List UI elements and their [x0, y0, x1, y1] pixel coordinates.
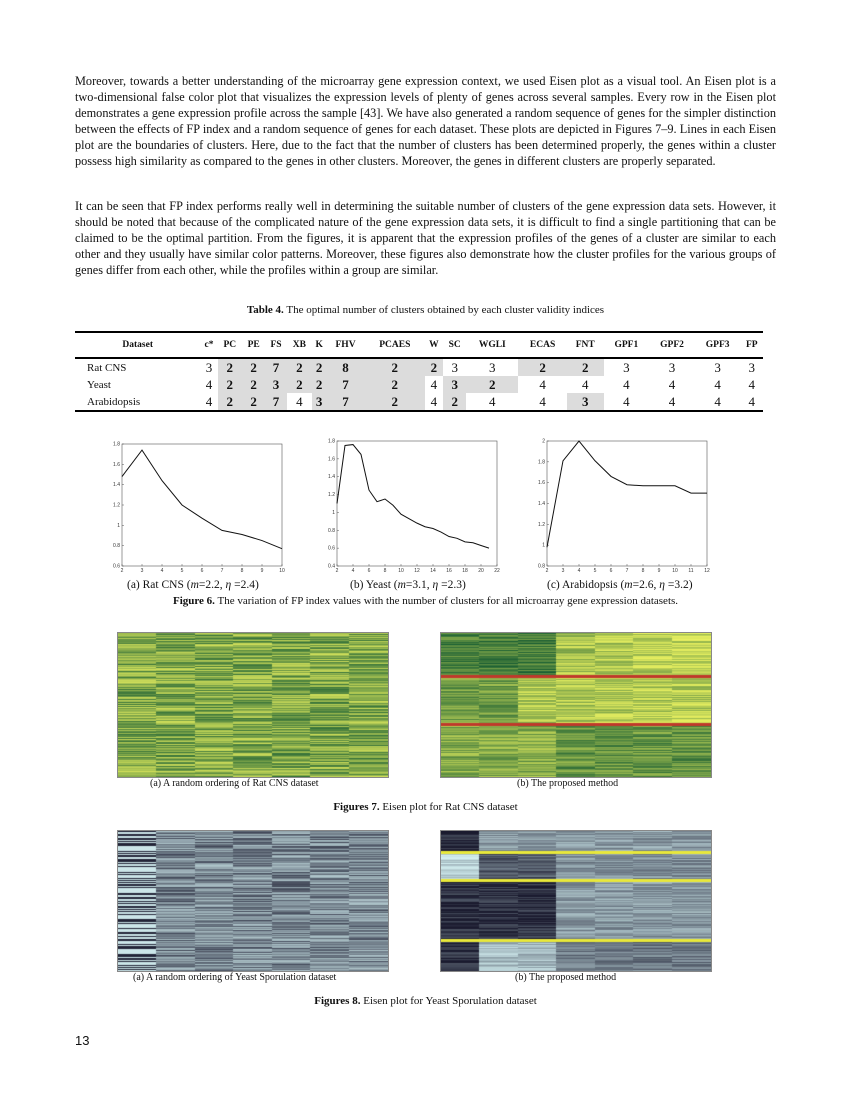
table4-value-cell: 4 [287, 393, 312, 411]
table4-value-cell: 2 [365, 358, 425, 376]
table4-value-cell: 3 [623, 359, 630, 375]
fig6-caption: Figure 6. The variation of FP index values with the number of clusters for all microarray gene expression datasets. [172, 595, 679, 607]
x-tick-label: 20 [478, 568, 484, 574]
fig6-sublabel-b: (b) Yeast (m=3.1, η =2.3) [350, 579, 466, 591]
x-tick-label: 9 [657, 568, 661, 574]
table4-dataset-cell: Arabidopsis [75, 393, 200, 411]
x-tick-label: 4 [160, 568, 164, 574]
x-tick-label: 4 [577, 568, 581, 574]
table4-header-cell: ECAS [518, 332, 567, 358]
table4-value-cell: 2 [218, 393, 242, 411]
table4-value-cell: 2 [312, 376, 326, 393]
table4-value-cell: 2 [218, 376, 242, 393]
table4-header-cell: K [312, 332, 326, 358]
table4 [75, 331, 763, 412]
table4-value-cell: 2 [466, 376, 518, 393]
table4-header-cell: SC [443, 332, 466, 358]
x-tick-label: 14 [430, 568, 436, 574]
table4-value-cell: 2 [567, 358, 604, 376]
x-tick-label: 7 [625, 568, 629, 574]
table4-value-cell: 3 [451, 359, 458, 375]
table4-header-cell: PCAES [365, 332, 425, 358]
x-tick-label: 2 [335, 568, 339, 574]
table4-body [75, 358, 763, 411]
table4-value-cell: 3 [205, 359, 213, 375]
table4-value-cell: 2 [287, 358, 312, 376]
table4-value-cell: 7 [265, 358, 286, 376]
table4-header-row [75, 332, 763, 358]
x-tick-label: 10 [672, 568, 678, 574]
table4-value-cell: 4 [741, 393, 763, 411]
table4-value-cell: 2 [242, 358, 265, 376]
y-tick-label: 0.8 [538, 563, 545, 570]
table4-header-cell: FS [265, 332, 286, 358]
x-tick-label: 8 [641, 568, 645, 574]
y-tick-label: 1.2 [113, 502, 120, 509]
y-tick-label: 0.8 [113, 543, 120, 550]
y-tick-label: 1 [542, 542, 545, 549]
table4-value-cell: 4 [714, 376, 721, 392]
y-tick-label: 1.8 [328, 438, 335, 445]
table4-value-cell: 3 [489, 359, 496, 375]
eisen-plot-yeast-proposed [440, 830, 712, 972]
fig7-caption: Figures 7. Eisen plot for Rat CNS dataset [333, 801, 518, 813]
y-tick-label: 2 [542, 438, 545, 445]
x-tick-label: 8 [240, 568, 244, 574]
y-tick-label: 0.6 [328, 545, 335, 552]
table4-value-cell: 7 [326, 393, 365, 411]
y-tick-label: 0.8 [328, 527, 335, 534]
table4-caption-text: The optimal number of clusters obtained by each cluster validity indices [283, 304, 605, 316]
table4-value-cell: 4 [748, 376, 755, 392]
y-tick-label: 0.4 [328, 563, 335, 570]
x-tick-label: 5 [180, 568, 184, 574]
y-tick-label: 1.4 [328, 474, 335, 481]
table4-value-cell: 2 [312, 358, 326, 376]
x-tick-label: 16 [446, 568, 452, 574]
fig7-sublabel-b: (b) The proposed method [517, 778, 619, 789]
table4-value-cell: 7 [265, 393, 286, 411]
table4-value-cell: 2 [287, 376, 312, 393]
paragraph-1: Moreover, towards a better understanding of the microarray gene expression context, we used Eisen plot as a visual tool. An Eisen plot is a two-dimensional false color plot that visualizes the expression levels of plenty of genes across several samples. Every row in the Eisen plot demonstrates a gene expression profile across the sample [43]. We have also generated a random sequence of genes for the simpler distinction between the effects of FP index and a random sequence of genes for each dataset. These plots are depicted in Figures 7–9. Lines in each Eisen plot are the boundaries of clusters. Here, due to the fact that the number of clusters has been determined properly, the genes within a cluster possess high similarity as compared to the genes in other clusters. Moreover, the genes in different clusters are properly separated. [75, 74, 776, 169]
table4-value-cell: 2 [518, 358, 567, 376]
x-tick-label: 4 [351, 568, 355, 574]
fig8-caption: Figures 8. Eisen plot for Yeast Sporulation dataset [314, 995, 537, 1007]
table4-dataset-cell: Rat CNS [87, 361, 127, 374]
paragraph-2: It can be seen that FP index performs really well in determining the suitable number of clusters of the gene expression data sets. However, it should be noted that because of the complicated nature of the gene expression data sets, it is difficult to find a single partitioning that can be claimed to be the optimal partition. From the figures, it is apparent that the expression profiles of the genes of a cluster are similar to each other and they usually have similar color patterns. Moreover, these figures also demonstrate how the cluster profiles for the various groups of genes differ from each other, while the profiles within a group are similar. [75, 199, 776, 278]
fig8-sublabel-a: (a) A random ordering of Yeast Sporulation dataset [133, 972, 337, 983]
table4-value-cell: 3 [443, 376, 466, 393]
x-tick-label: 6 [200, 568, 204, 574]
table4-value-cell: 4 [518, 393, 567, 411]
table4-value-cell: 4 [668, 376, 676, 392]
table4-value-cell: 2 [443, 393, 466, 411]
x-tick-label: 5 [593, 568, 597, 574]
table4-value-cell: 8 [326, 358, 365, 376]
table4-header-cell: PE [242, 332, 265, 358]
table4-value-cell: 4 [581, 376, 589, 392]
table4-value-cell: 3 [748, 359, 755, 375]
table4-value-cell: 3 [668, 359, 676, 375]
table4-header-cell: GPF1 [604, 332, 650, 358]
table4-row [75, 376, 763, 393]
table4-value-cell: 3 [265, 376, 286, 393]
table4-row [75, 358, 763, 376]
y-tick-label: 1.6 [538, 480, 545, 487]
x-tick-label: 6 [367, 568, 371, 574]
table4-value-cell: 2 [365, 376, 425, 393]
table4-dataset-cell: Yeast [87, 378, 111, 391]
table4-header-cell: XB [287, 332, 312, 358]
table4-value-cell: 7 [326, 376, 365, 393]
table4-caption [75, 304, 776, 316]
fp-plot-arabidopsis [535, 435, 715, 578]
x-tick-label: 6 [609, 568, 613, 574]
x-tick-label: 2 [545, 568, 549, 574]
x-tick-label: 10 [279, 568, 285, 574]
y-tick-label: 1.4 [113, 482, 120, 489]
x-tick-label: 12 [414, 568, 420, 574]
x-tick-label: 22 [494, 568, 500, 574]
table4-value-cell: 2 [242, 376, 265, 393]
table4-value-cell: 4 [430, 376, 438, 392]
eisen-plot-rat-cns-random [117, 632, 389, 778]
table4-value-cell: 3 [312, 393, 326, 411]
table4-row [75, 393, 763, 411]
eisen-plot-yeast-random [117, 830, 389, 972]
x-tick-label: 2 [120, 568, 124, 574]
x-tick-label: 7 [220, 568, 224, 574]
plot-frame [547, 441, 707, 566]
table4-header-cell: GPF3 [695, 332, 741, 358]
table4-header-cell: FHV [326, 332, 365, 358]
y-tick-label: 1.8 [538, 459, 545, 466]
fig8-sublabel-b: (b) The proposed method [515, 972, 617, 983]
table4-value-cell: 4 [539, 376, 546, 392]
table4-header-cell: PC [218, 332, 242, 358]
table4-value-cell: 4 [649, 393, 695, 411]
table4-value-cell: 4 [466, 393, 518, 411]
table4-header-cell: FNT [567, 332, 604, 358]
y-tick-label: 1 [117, 522, 120, 529]
y-tick-label: 1.6 [328, 456, 335, 463]
y-tick-label: 0.6 [113, 563, 120, 570]
y-tick-label: 1.2 [328, 492, 335, 499]
y-tick-label: 1.6 [113, 461, 120, 468]
x-tick-label: 8 [383, 568, 387, 574]
y-tick-label: 1.8 [113, 441, 120, 448]
table4-value-cell: 2 [365, 393, 425, 411]
x-tick-label: 3 [561, 568, 565, 574]
y-tick-label: 1.2 [538, 521, 545, 528]
table4-value-cell: 3 [714, 359, 721, 375]
x-tick-label: 12 [704, 568, 710, 574]
table4-caption-label: Table 4. [246, 304, 284, 316]
fig7-sublabel-a: (a) A random ordering of Rat CNS dataset [150, 778, 319, 789]
table4-value-cell: 4 [425, 393, 443, 411]
table4-value-cell: 2 [425, 358, 443, 376]
fp-plot-rat-cns [110, 438, 290, 578]
table4-header-cell: W [425, 332, 443, 358]
fp-plot-yeast [325, 435, 505, 578]
table4-value-cell: 4 [623, 376, 630, 392]
page-number: 13 [75, 1033, 90, 1048]
table4-value-cell: 2 [218, 358, 242, 376]
eisen-plot-rat-cns-proposed [440, 632, 712, 778]
fig6-sublabel-c: (c) Arabidopsis (m=2.6, η =3.2) [547, 579, 693, 591]
table4-value-cell: 2 [242, 393, 265, 411]
table4-value-cell: 4 [205, 376, 213, 392]
table4-value-cell: 4 [695, 393, 741, 411]
x-tick-label: 10 [398, 568, 404, 574]
y-tick-label: 1.4 [538, 501, 545, 507]
table4-header-cell: FP [741, 332, 763, 358]
fig6-sublabel-a: (a) Rat CNS (m=2.2, η =2.4) [127, 579, 259, 591]
table4-header-cell: Dataset [75, 332, 200, 358]
table4-header-cell: WGLI [466, 332, 518, 358]
x-tick-label: 3 [140, 568, 144, 574]
plot-frame [122, 444, 282, 566]
table4-value-cell: 3 [567, 393, 604, 411]
x-tick-label: 9 [260, 568, 264, 574]
x-tick-label: 18 [462, 568, 468, 574]
table4-value-cell: 4 [200, 393, 217, 411]
y-tick-label: 1 [332, 509, 335, 516]
x-tick-label: 11 [688, 568, 694, 574]
plot-frame [337, 441, 497, 566]
table4-value-cell: 4 [604, 393, 650, 411]
table4-header-cell: c* [200, 332, 217, 358]
table4-header-cell: GPF2 [649, 332, 695, 358]
